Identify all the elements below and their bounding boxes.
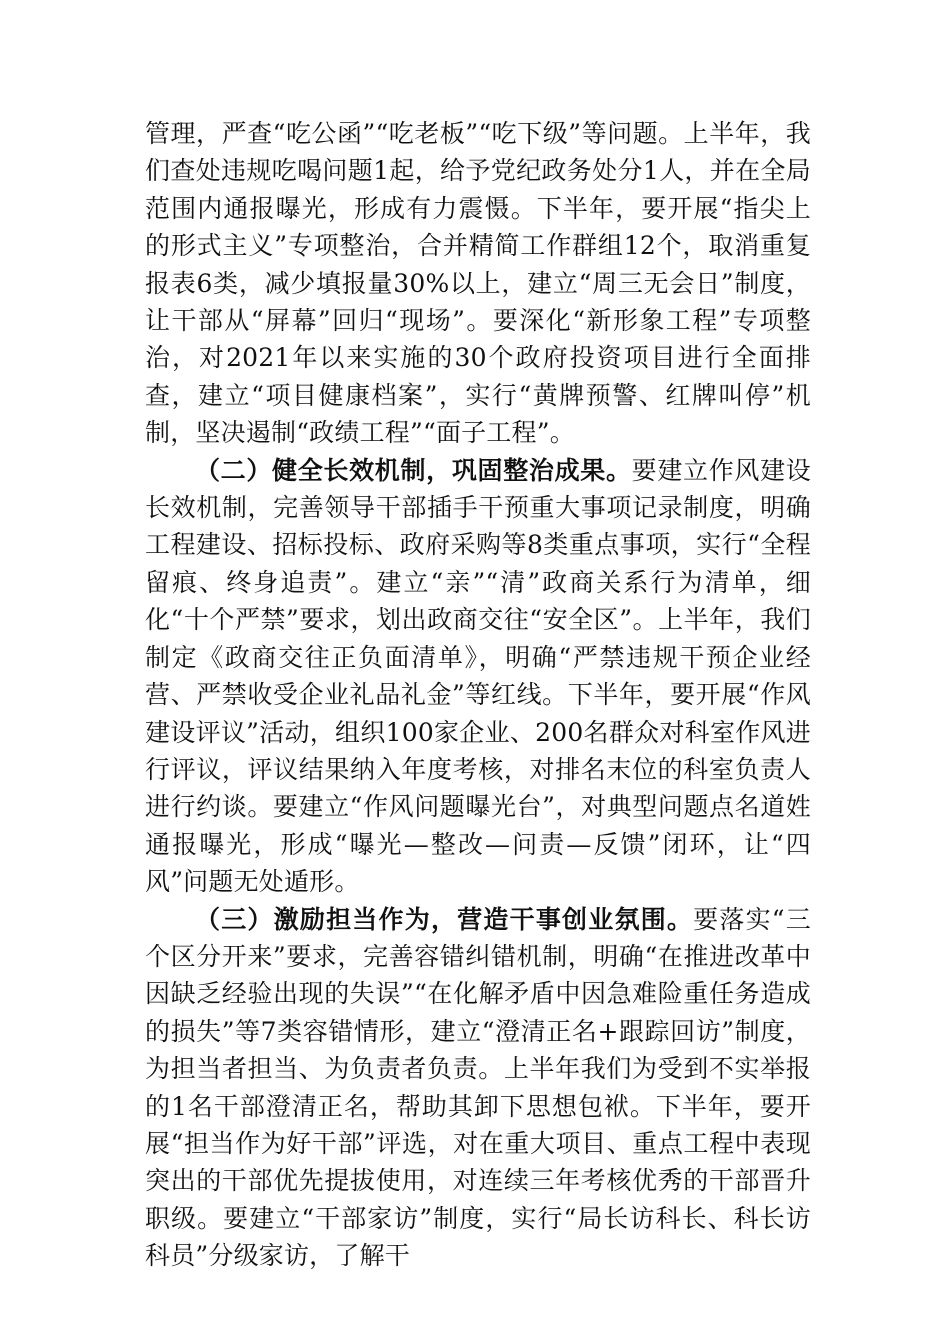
paragraph-2 <box>145 452 811 901</box>
body-text <box>145 115 811 1275</box>
paragraph-2-text: 要建立作风建设长效机制，完善领导干部插手干预重大事项记录制度，明确工程建设、招标投标、政府采购等8类重点事项，实行“全程留痕、终身追责”。建立“亲”“清”政商关系行为清单，细化“十个严禁”要求，划出政商交往“安全区”。上半年，我们制定《政商交往正负面清单》，明确“严禁违规干预企业经营、严禁收受企业礼品礼金”等红线。下半年，要开展“作风建设评议”活动，组织100家企业、200名群众对科室作风进行评议，评议结果纳入年度考核，对排名末位的科室负责人进行约谈。要建立“作风问题曝光台”，对典型问题点名道姓通报曝光，形成“曝光—整改—问责—反馈”闭环，让“四风”问题无处遁形。 <box>145 455 811 897</box>
paragraph-3 <box>145 901 811 1275</box>
section-heading-3: （三）激励担当作为，营造干事创业氛围。 <box>195 904 694 934</box>
section-heading-2: （二）健全长效机制，巩固整治成果。 <box>195 455 632 485</box>
paragraph-3-text: 要落实“三个区分开来”要求，完善容错纠错机制，明确“在推进改革中因缺乏经验出现的失误”“在化解矛盾中因急难险重任务造成的损失”等7类容错情形，建立“澄清正名+跟踪回访”制度，为担当者担当、为负责者负责。上半年我们为受到不实举报的1名干部澄清正名，帮助其卸下思想包袱。下半年，要开展“担当作为好干部”评选，对在重大项目、重点工程中表现突出的干部优先提拔使用，对连续三年考核优秀的干部晋升职级。要建立“干部家访”制度，实行“局长访科长、科长访科员”分级家访，了解干 <box>145 904 811 1271</box>
paragraph-1-text: 管理，严查“吃公函”“吃老板”“吃下级”等问题。上半年，我们查处违规吃喝问题1起，给予党纪政务处分1人，并在全局范围内通报曝光，形成有力震慑。下半年，要开展“指尖上的形式主义”专项整治，合并精简工作群组12个，取消重复报表6类，减少填报量30%以上，建立“周三无会日”制度，让干部从“屏幕”回归“现场”。要深化“新形象工程”专项整治，对2021年以来实施的30个政府投资项目进行全面排查，建立“项目健康档案”，实行“黄牌预警、红牌叫停”机制，坚决遏制“政绩工程”“面子工程”。 <box>145 119 811 448</box>
paragraph-1 <box>145 115 811 452</box>
